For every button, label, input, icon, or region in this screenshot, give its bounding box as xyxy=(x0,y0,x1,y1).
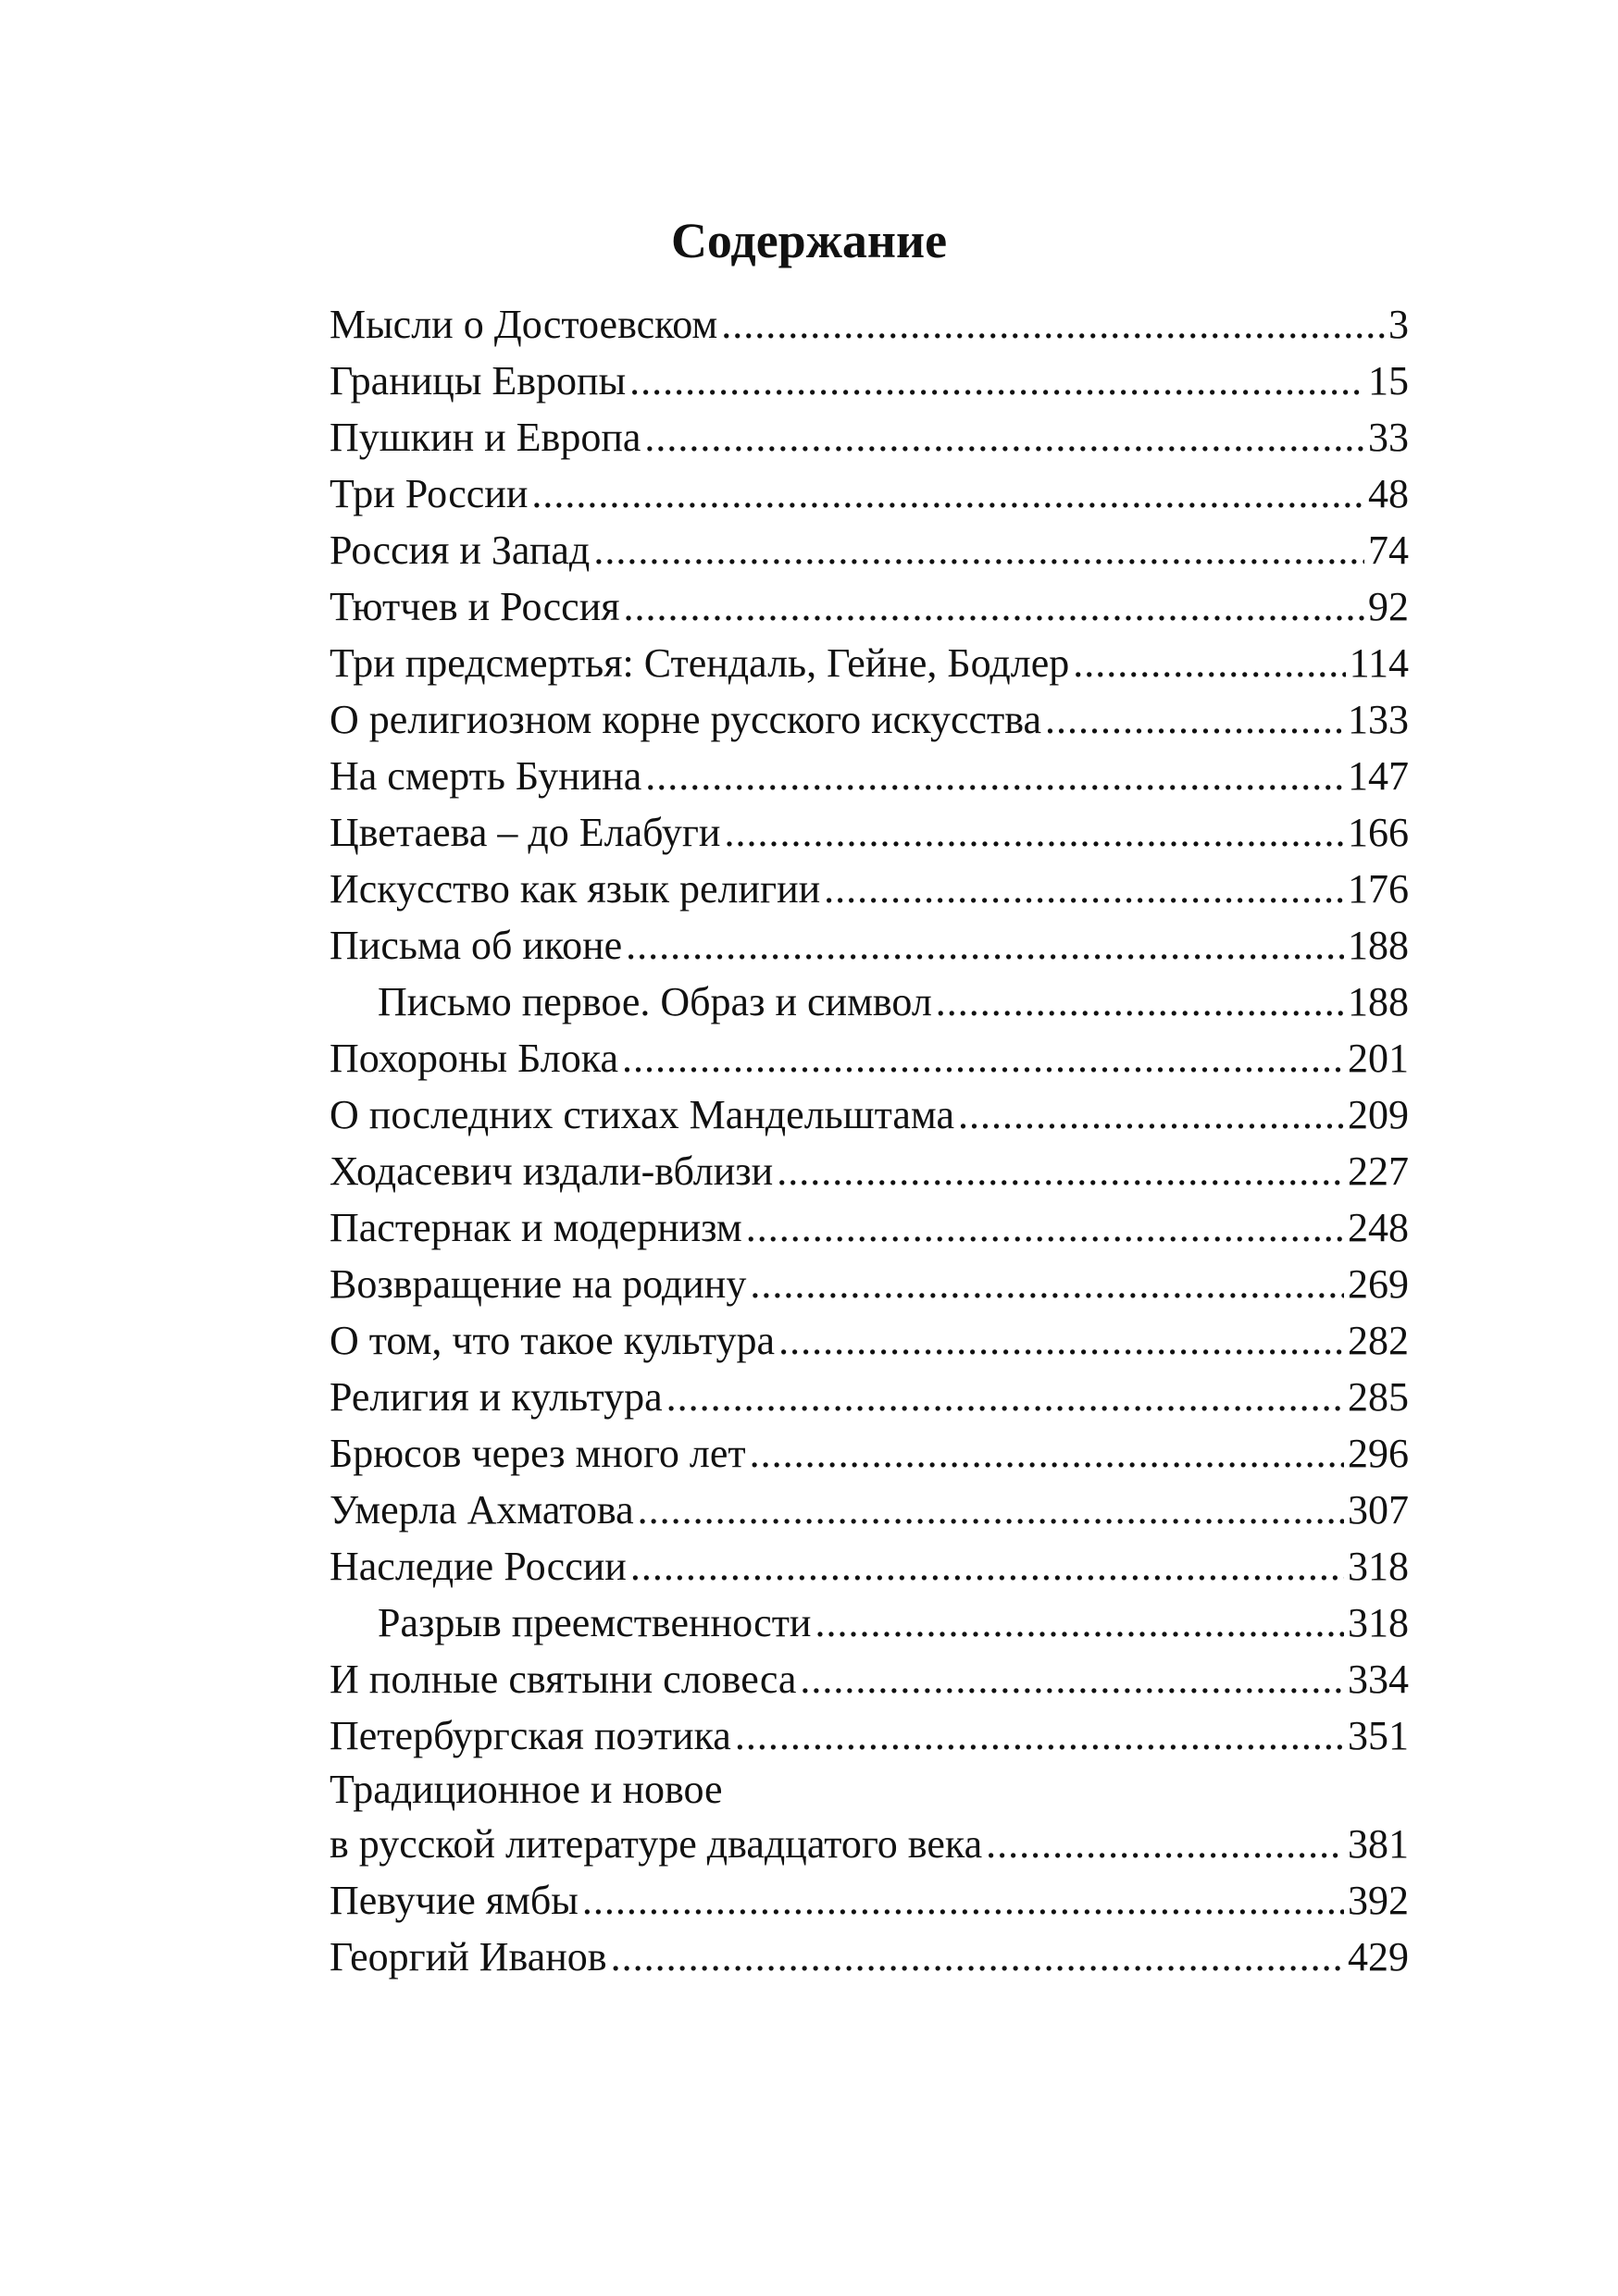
toc-entry-title: Письма об иконе xyxy=(330,923,623,968)
toc-entry-title: Цветаева – до Елабуги xyxy=(330,810,721,855)
toc-entry[interactable] xyxy=(330,1199,1409,1256)
dot-leader xyxy=(778,1312,1344,1369)
dot-leader xyxy=(824,861,1344,917)
dot-leader xyxy=(622,1030,1344,1086)
toc-entry[interactable] xyxy=(330,804,1409,861)
toc-entry-title: Умерла Ахматова xyxy=(330,1487,634,1533)
dot-leader xyxy=(593,522,1364,578)
toc-entry[interactable] xyxy=(330,1482,1409,1538)
toc-entry[interactable] xyxy=(330,296,1409,353)
toc-entry-page-number: 15 xyxy=(1368,358,1409,403)
toc-entry-title: Религия и культура xyxy=(330,1374,663,1420)
toc-entry[interactable] xyxy=(330,1707,1409,1764)
toc-entry[interactable] xyxy=(330,409,1409,465)
page-title: Содержание xyxy=(670,213,948,268)
toc-entry-title: О религиозном корне русского искусства xyxy=(330,697,1041,742)
toc-entry[interactable] xyxy=(330,1816,1409,1872)
toc-entry[interactable] xyxy=(330,1872,1409,1929)
toc-entry-page-number: 318 xyxy=(1348,1544,1409,1589)
toc-entry[interactable] xyxy=(330,1538,1409,1595)
toc-entry-title: Россия и Запад xyxy=(330,527,591,573)
toc-entry-title: Искусство как язык религии xyxy=(330,866,821,912)
toc-entry-title: Пастернак и модернизм xyxy=(330,1205,742,1250)
dot-leader xyxy=(750,1256,1344,1312)
dot-leader xyxy=(1045,691,1344,748)
toc-entry-title-line1: Традиционное и новое xyxy=(330,1767,723,1812)
toc-entry-page-number: 201 xyxy=(1348,1036,1409,1081)
toc-entry-title: Тютчев и Россия xyxy=(330,584,620,629)
toc-entry[interactable] xyxy=(330,1651,1409,1707)
toc-entry-page-number: 176 xyxy=(1348,866,1409,912)
toc-entry[interactable] xyxy=(330,861,1409,917)
toc-entry-page-number: 282 xyxy=(1348,1318,1409,1363)
toc-entry-page-number: 48 xyxy=(1368,471,1409,516)
toc-entry-title: Мысли о Достоевском xyxy=(330,302,718,347)
toc-entry-page-number: 429 xyxy=(1348,1934,1409,1980)
toc-entry[interactable] xyxy=(330,917,1409,974)
toc-entry-title: Границы Европы xyxy=(330,358,627,403)
toc-entry-page-number: 147 xyxy=(1348,753,1409,799)
toc-entry[interactable] xyxy=(330,1143,1409,1199)
toc-subentry[interactable] xyxy=(330,974,1409,1030)
toc-entry-page-number: 188 xyxy=(1348,979,1409,1024)
toc-entry-page-number: 334 xyxy=(1348,1657,1409,1702)
toc-entry-page-number: 92 xyxy=(1368,584,1409,629)
toc-entry-title: Георгий Иванов xyxy=(330,1934,607,1980)
toc-entry[interactable] xyxy=(330,1256,1409,1312)
dot-leader xyxy=(630,1538,1344,1595)
dot-leader xyxy=(531,465,1364,522)
toc-entry-page-number: 296 xyxy=(1348,1431,1409,1476)
dot-leader xyxy=(724,804,1344,861)
dot-leader xyxy=(986,1816,1344,1872)
dot-leader xyxy=(582,1872,1344,1929)
toc-entry-page-number: 133 xyxy=(1348,697,1409,742)
toc-subentry[interactable] xyxy=(330,1595,1409,1651)
toc-entry-title: Три предсмертья: Стендаль, Гейне, Бодлер xyxy=(330,640,1070,686)
toc-entry-title: И полные святыни словеса xyxy=(330,1657,797,1702)
toc-entry-page-number: 3 xyxy=(1388,302,1409,347)
toc-entry-page-number: 392 xyxy=(1348,1878,1409,1923)
dot-leader xyxy=(626,917,1344,974)
dot-leader xyxy=(624,578,1365,635)
table-of-contents xyxy=(330,296,1409,1985)
dot-leader xyxy=(958,1086,1344,1143)
toc-entry[interactable] xyxy=(330,691,1409,748)
toc-entry-title: Наследие России xyxy=(330,1544,627,1589)
toc-entry[interactable] xyxy=(330,522,1409,578)
toc-entry[interactable] xyxy=(330,1929,1409,1985)
dot-leader xyxy=(735,1707,1344,1764)
toc-entry[interactable] xyxy=(330,635,1409,691)
dot-leader xyxy=(645,748,1344,804)
dot-leader xyxy=(750,1425,1344,1482)
toc-entry-title: Петербургская поэтика xyxy=(330,1713,731,1758)
toc-entry-page-number: 318 xyxy=(1348,1600,1409,1645)
dot-leader xyxy=(629,353,1364,409)
toc-entry[interactable] xyxy=(330,578,1409,635)
toc-entry-page-number: 381 xyxy=(1348,1821,1409,1867)
toc-entry-title: в русской литературе двадцатого века xyxy=(330,1821,983,1867)
toc-entry[interactable] xyxy=(330,353,1409,409)
toc-entry-page-number: 166 xyxy=(1348,810,1409,855)
toc-entry-title: О том, что такое культура xyxy=(330,1318,776,1363)
toc-entry-page-number: 285 xyxy=(1348,1374,1409,1420)
toc-entry-page-number: 114 xyxy=(1349,640,1409,686)
toc-entry-title: Похороны Блока xyxy=(330,1036,618,1081)
dot-leader xyxy=(644,409,1364,465)
toc-entry-title: Письмо первое. Образ и символ xyxy=(378,979,932,1024)
toc-entry-title: Ходасевич издали-вблизи xyxy=(330,1148,774,1194)
toc-entry[interactable] xyxy=(330,465,1409,522)
toc-entry-title: Три России xyxy=(330,471,529,516)
dot-leader xyxy=(815,1595,1344,1651)
toc-entry-page-number: 269 xyxy=(1348,1261,1409,1307)
dot-leader xyxy=(638,1482,1344,1538)
toc-entry-title: На смерть Бунина xyxy=(330,753,642,799)
toc-entry-title: Разрыв преемственности xyxy=(378,1600,812,1645)
toc-entry-title: Брюсов через много лет xyxy=(330,1431,746,1476)
toc-entry-page-number: 307 xyxy=(1348,1487,1409,1533)
toc-entry-page-number: 188 xyxy=(1348,923,1409,968)
toc-entry-title: О последних стихах Мандельштама xyxy=(330,1092,954,1137)
toc-entry-title: Певучие ямбы xyxy=(330,1878,579,1923)
dot-leader xyxy=(1073,635,1345,691)
dot-leader xyxy=(721,296,1385,353)
dot-leader xyxy=(666,1369,1344,1425)
dot-leader xyxy=(800,1651,1344,1707)
dot-leader xyxy=(777,1143,1344,1199)
toc-entry-page-number: 248 xyxy=(1348,1205,1409,1250)
toc-entry[interactable] xyxy=(330,1086,1409,1143)
dot-leader xyxy=(936,974,1344,1030)
toc-entry[interactable] xyxy=(330,1369,1409,1425)
toc-entry-page-number: 33 xyxy=(1368,415,1409,460)
toc-entry-page-number: 351 xyxy=(1348,1713,1409,1758)
toc-entry-page-number: 74 xyxy=(1368,527,1409,573)
toc-entry[interactable] xyxy=(330,1312,1409,1369)
toc-entry-title: Пушкин и Европа xyxy=(330,415,641,460)
toc-entry[interactable] xyxy=(330,1425,1409,1482)
toc-entry-page-number: 227 xyxy=(1348,1148,1409,1194)
toc-entry[interactable] xyxy=(330,748,1409,804)
toc-entry[interactable] xyxy=(330,1030,1409,1086)
toc-entry-title: Возвращение на родину xyxy=(330,1261,747,1307)
dot-leader xyxy=(746,1199,1344,1256)
toc-entry-page-number: 209 xyxy=(1348,1092,1409,1137)
dot-leader xyxy=(611,1929,1344,1985)
